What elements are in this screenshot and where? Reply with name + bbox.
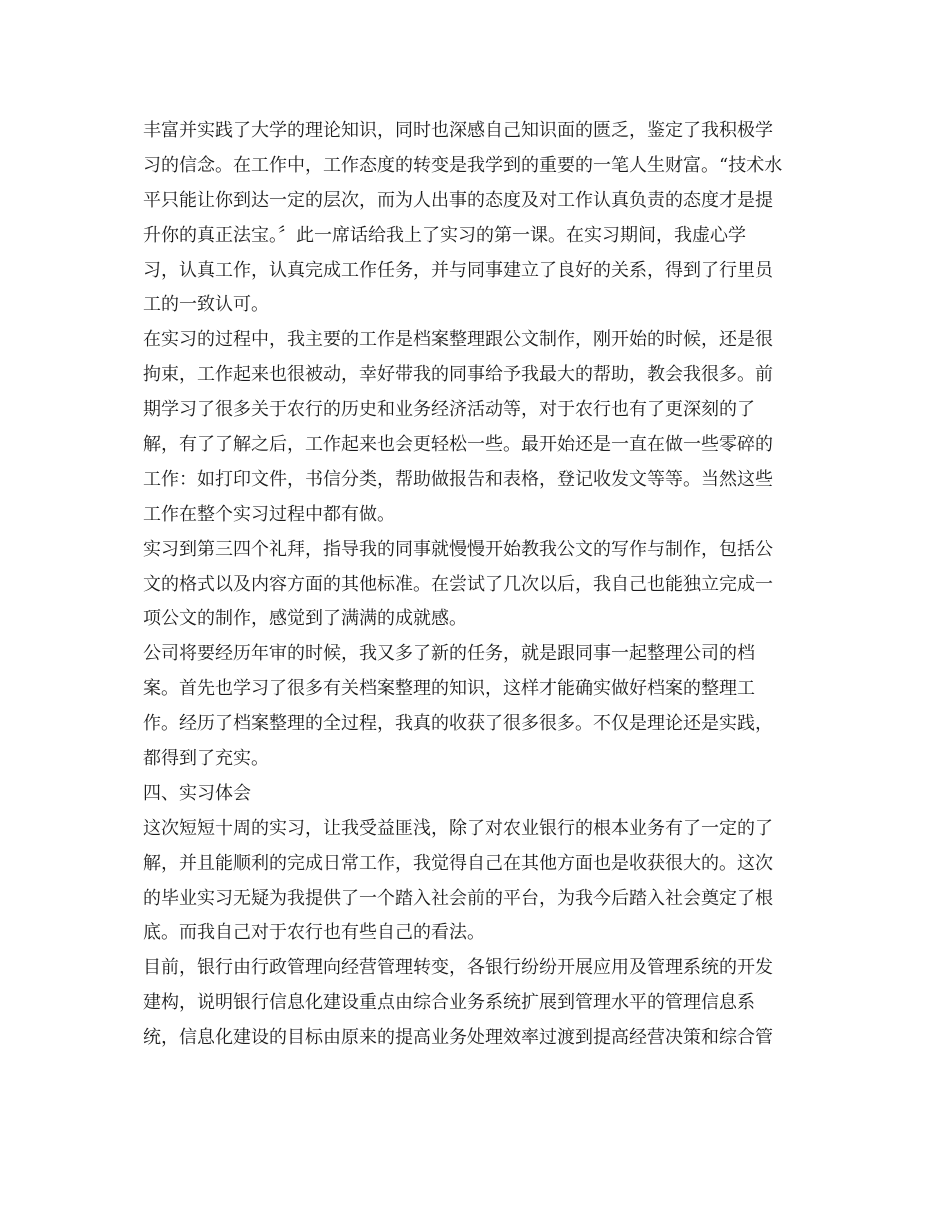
text-line: 丰富并实践了大学的理论知识，同时也深感自己知识面的匮乏，鉴定了我积极学: [143, 120, 773, 141]
text-line: 习，认真工作，认真完成工作任务，并与同事建立了良好的关系，得到了行里员: [143, 259, 773, 281]
text-line: 在实习的过程中，我主要的工作是档案整理跟公文制作，刚开始的时候，还是很: [143, 329, 773, 351]
text-line: 公司将要经历年审的时候，我又多了新的任务，就是跟同事一起整理公司的档: [143, 643, 755, 665]
text-line: 目前，银行由行政管理向经营管理转变，各银行纷纷开展应用及管理系统的开发: [143, 957, 773, 979]
body-text: [143, 114, 813, 1056]
text-line: 统，信息化建设的目标由原来的提高业务处理效率过渡到提高经营决策和综合管: [143, 1027, 773, 1049]
text-line: 项公文的制作，感觉到了满满的成就感。: [143, 608, 467, 630]
text-line: 这次短短十周的实习，让我受益匪浅，除了对农业银行的根本业务有了一定的了: [143, 817, 773, 839]
text-line: 平只能让你到达一定的层次，而为人出事的态度及对工作认真负责的态度才是提: [143, 189, 773, 211]
text-line: 实习到第三四个礼拜，指导我的同事就慢慢开始教我公文的写作与制作，包括公: [143, 538, 773, 560]
text-line: 工的一致认可。: [143, 294, 269, 316]
text-line: 工作在整个实习过程中都有做。: [143, 503, 395, 525]
text-line: 案。首先也学习了很多有关档案整理的知识，这样才能确实做好档案的整理工: [143, 678, 755, 700]
section-heading: 四、实习体会: [143, 782, 251, 804]
text-line: 习的信念。在工作中，工作态度的转变是我学到的重要的一笔人生财富。“技术水: [143, 154, 783, 176]
text-line: 都得到了充实。: [143, 748, 269, 770]
text-line: 解，有了了解之后，工作起来也会更轻松一些。最开始还是一直在做一些零碎的: [143, 434, 773, 456]
text-line: 工作：如打印文件，书信分类，帮助做报告和表格，登记收发文等等。当然这些: [143, 468, 773, 490]
text-line: 文的格式以及内容方面的其他标准。在尝试了几次以后，我自己也能独立完成一: [143, 573, 773, 595]
text-line: 期学习了很多关于农行的历史和业务经济活动等，对于农行也有了更深刻的了: [143, 399, 755, 421]
text-line: 建构，说明银行信息化建设重点由综合业务系统扩展到管理水平的管理信息系: [143, 992, 755, 1014]
text-line: 解，并且能顺利的完成日常工作，我觉得自己在其他方面也是收获很大的。这次: [143, 852, 773, 874]
text-line: 拘束，工作起来也很被动，幸好带我的同事给予我最大的帮助，教会我很多。前: [143, 364, 773, 386]
text-line: 底。而我自己对于农行也有些自己的看法。: [143, 922, 485, 944]
text-line: 的毕业实习无疑为我提供了一个踏入社会前的平台，为我今后踏入社会奠定了根: [143, 887, 773, 909]
text-line: 作。经历了档案整理的全过程，我真的收获了很多很多。不仅是理论还是实践，: [143, 713, 773, 735]
text-line: 升你的真正法宝。〞此一席话给我上了实习的第一课。在实习期间，我虚心学: [143, 224, 746, 246]
